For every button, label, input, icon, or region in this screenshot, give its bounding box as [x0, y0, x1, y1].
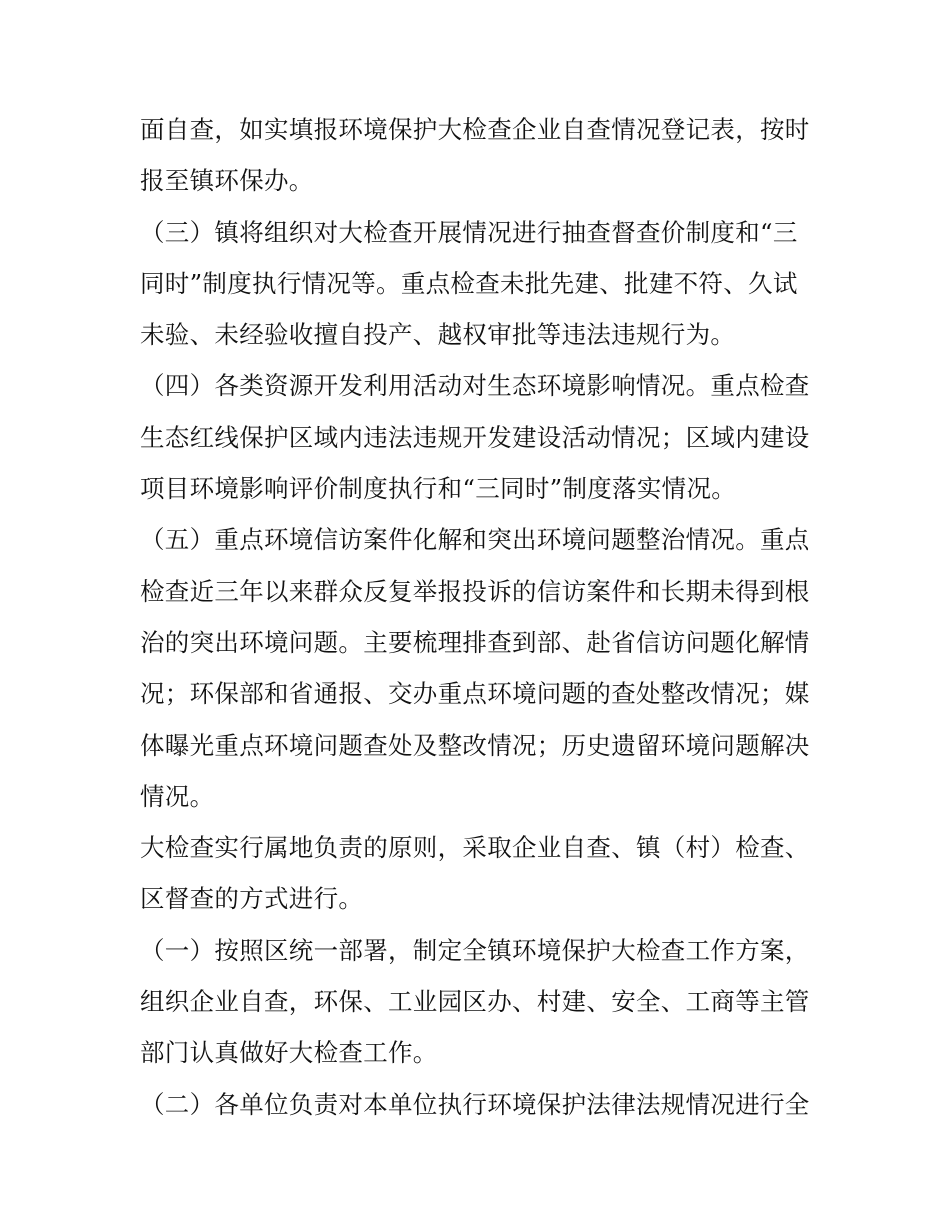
paragraph-item-three	[140, 207, 820, 361]
text-line: 项目环境影响评价制度执行和“三同时”制度落实情况。	[140, 474, 737, 504]
text-line: 体曝光重点环境问题查处及整改情况；历史遗留环境问题解决	[140, 730, 810, 760]
text-line: 治的突出环境问题。主要梳理排查到部、赴省信访问题化解情	[140, 627, 810, 657]
paragraph-item-one	[140, 925, 820, 1079]
text-line: 部门认真做好大检查工作。	[140, 1038, 438, 1068]
text-line: 况；环保部和省通报、交办重点环境问题的查处整改情况；媒	[140, 679, 810, 709]
text-line: 未验、未经验收擅自投产、越权审批等违法违规行为。	[140, 320, 736, 350]
paragraph-item-four	[140, 360, 820, 514]
paragraph-inspection-principle	[140, 822, 820, 925]
paragraph-self-inspection-continued	[140, 104, 820, 207]
text-line: 组织企业自查，环保、工业园区办、村建、安全、工商等主管	[140, 987, 810, 1017]
document-body	[140, 104, 820, 1130]
text-line: 生态红线保护区域内违法违规开发建设活动情况；区域内建设	[140, 422, 810, 452]
paragraph-item-five	[140, 514, 820, 822]
text-line: 同时”制度执行情况等。重点检查未批先建、批建不符、久试	[140, 268, 798, 298]
paragraph-item-two	[140, 1079, 820, 1130]
text-line: 大检查实行属地负责的原则，采取企业自查、镇（村）检查、	[140, 833, 810, 863]
text-line: 检查近三年以来群众反复举报投诉的信访案件和长期未得到根	[140, 576, 810, 606]
text-line: （二）各单位负责对本单位执行环境保护法律法规情况进行全	[140, 1089, 810, 1119]
text-line: （五）重点环境信访案件化解和突出环境问题整治情况。重点	[140, 525, 810, 555]
text-line: （三）镇将组织对大检查开展情况进行抽查督查价制度和“三	[140, 217, 798, 247]
text-line: （一）按照区统一部署，制定全镇环境保护大检查工作方案，	[140, 935, 810, 965]
text-line: 面自查，如实填报环境保护大检查企业自查情况登记表，按时	[140, 115, 810, 144]
text-line: 区督查的方式进行。	[140, 884, 364, 914]
text-line: 报至镇环保办。	[140, 166, 314, 196]
text-line: 情况。	[140, 781, 215, 811]
text-line: （四）各类资源开发利用活动对生态环境影响情况。重点检查	[140, 371, 810, 401]
